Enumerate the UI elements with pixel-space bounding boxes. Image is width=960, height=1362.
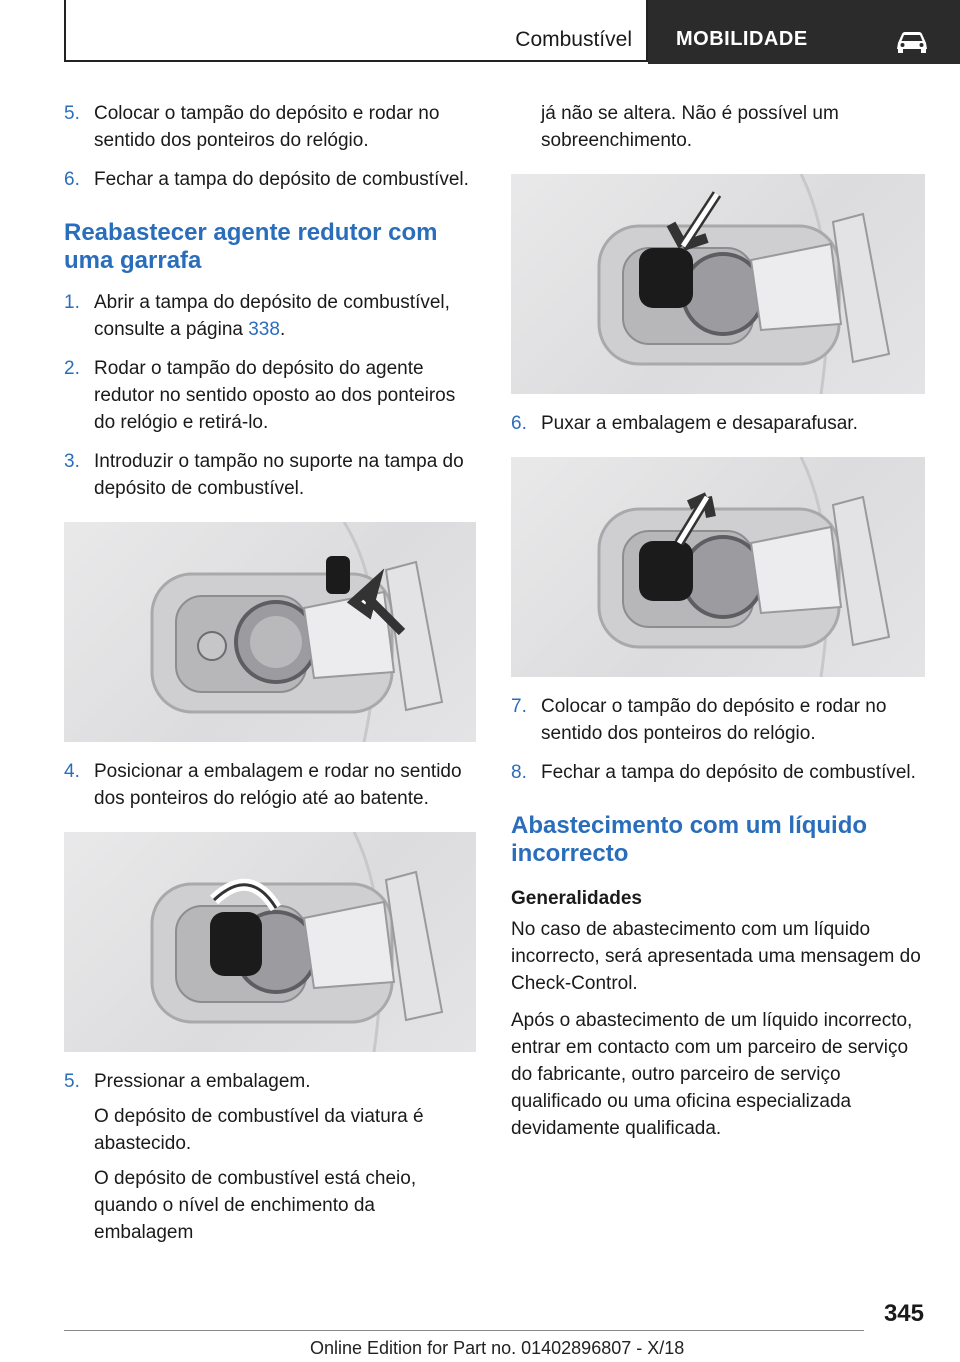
paragraph-service-contact: Após o abastecimento de um líquido incorrecto, entrar em contacto com um parceiro de serviço do fabricante, outro parceiro de serviço qualificado ou uma oficina especializada devidamente qualificada. xyxy=(511,1010,913,1139)
step-2: 2. Rodar o tampão do depósito do agente redutor no sentido oposto ao dos ponteiros do relógio e retirá-lo. xyxy=(64,358,456,433)
car-icon xyxy=(894,28,930,54)
step-5-continuation: já não se altera. Não é possível um sobreenchimento. xyxy=(541,103,839,151)
step-5-top: 5. Colocar o tampão do depósito e rodar no sentido dos ponteiros do relógio. xyxy=(64,103,440,151)
step-1: 1. Abrir a tampa do depósito de combustível, consulte a página 338. xyxy=(64,292,450,340)
page-header xyxy=(64,0,960,64)
paragraph-check-control: No caso de abastecimento com um líquido incorrecto, será apresentada uma mensagem do Check-Control. xyxy=(511,919,921,994)
step-8: 8. Fechar a tampa do depósito de combustível. xyxy=(511,762,916,783)
left-column xyxy=(64,100,476,1258)
illustration-cap-in-holder xyxy=(64,522,476,742)
page-reference-link[interactable]: 338 xyxy=(248,319,280,340)
step-7: 7. Colocar o tampão do depósito e rodar no sentido dos ponteiros do relógio. xyxy=(511,696,887,744)
right-column xyxy=(511,100,925,1152)
step-6-top: 6. Fechar a tampa do depósito de combustível. xyxy=(64,169,469,190)
subheading-general: Generalidades xyxy=(511,888,642,909)
footer-edition: Online Edition for Part no. 01402896807 - X/18 xyxy=(310,1338,685,1358)
footer-divider xyxy=(64,1330,864,1331)
illustration-pull-container xyxy=(511,457,925,677)
chapter-title: MOBILIDADE xyxy=(676,28,808,50)
illustration-turn-container xyxy=(64,832,476,1052)
chapter-tab xyxy=(648,0,960,64)
heading-reductant-bottle: Reabastecer agente redutor com uma garrafa xyxy=(64,219,438,274)
step-5: 5. Pressionar a embalagem. O depósito de combustível da viatura é abastecido. O depósito de combustível está cheio, quando o nível de enchimento da embalagem xyxy=(64,1071,424,1243)
step-6: 6. Puxar a embalagem e desaparafusar. xyxy=(511,413,858,434)
step-3: 3. Introduzir o tampão no suporte na tampa do depósito de combustível. xyxy=(64,451,464,499)
section-title: Combustível xyxy=(515,28,632,51)
section-tab xyxy=(64,0,648,62)
illustration-press-container xyxy=(511,174,925,394)
heading-wrong-liquid: Abastecimento com um líquido incorrecto xyxy=(511,812,868,867)
step-4: 4. Posicionar a embalagem e rodar no sentido dos ponteiros do relógio até ao batente. xyxy=(64,761,462,809)
page-number: 345 xyxy=(883,1300,924,1327)
